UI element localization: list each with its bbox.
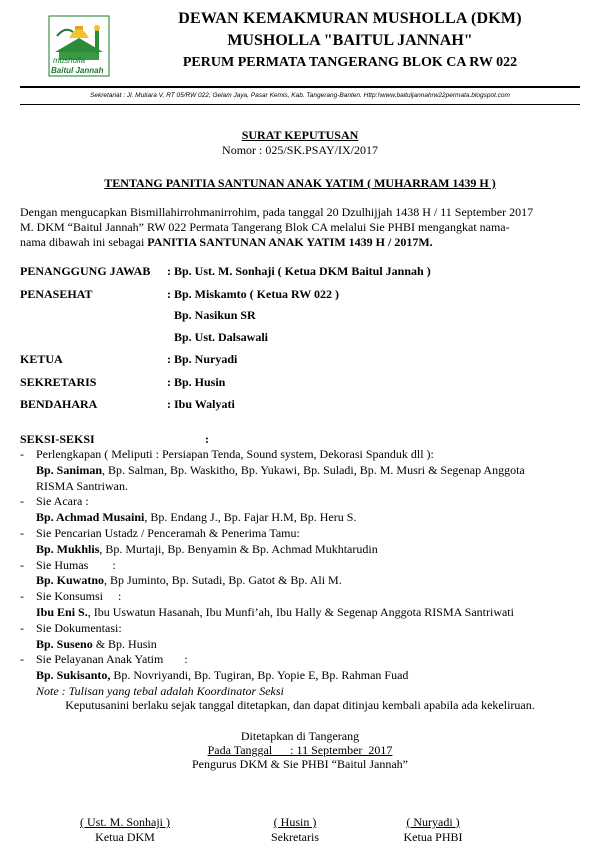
seksi-perlengkapan xyxy=(20,447,580,494)
acara-coordinator: Bp. Achmad Musaini xyxy=(36,510,145,525)
seksi-acara xyxy=(20,494,580,526)
closing-place: Ditetapkan di Tangerang xyxy=(240,729,360,743)
seksi-dokumentasi xyxy=(20,621,580,653)
perlengkapan-head: Perlengkapan ( Meliputi : Persiapan Tenda, Sound system, Dekorasi Spanduk dll ): xyxy=(36,447,434,461)
header-musholla-name: MUSHOLLA "BAITUL JANNAH" xyxy=(227,32,473,49)
signature-ketua-phbi xyxy=(363,815,503,845)
bullet-dash: - xyxy=(20,494,24,509)
value-bendahara: : Ibu Walyati xyxy=(167,397,235,411)
bullet-dash: - xyxy=(20,652,24,667)
signature-name: ( Husin ) xyxy=(273,815,317,829)
pelayanan-head: Sie Pelayanan Anak Yatim : xyxy=(36,652,188,667)
acara-members: , Bp. Endang J., Bp. Fajar H.M, Bp. Heru S. xyxy=(144,510,357,525)
pencarian-coordinator: Bp. Mukhlis xyxy=(36,541,100,556)
dokumentasi-members: & Bp. Husin xyxy=(92,636,157,651)
pelayanan-members: Bp. Novriyandi, Bp. Tugiran, Bp. Yopie E, Bp. Rahman Fuad xyxy=(110,668,409,683)
value-penanggung-jawab: : Bp. Ust. M. Sonhaji ( Ketua DKM Baitul Jannah ) xyxy=(167,264,431,278)
intro-line-3 xyxy=(20,234,580,250)
seksi-pencarian xyxy=(20,526,580,558)
value-ketua: : Bp. Nuryadi xyxy=(167,352,238,366)
signature-name: ( Ust. M. Sonhaji ) xyxy=(80,815,170,829)
humas-coordinator: Bp. Kuwatno xyxy=(36,573,105,588)
seksi-humas xyxy=(20,558,580,590)
label-sekretaris: SEKRETARIS xyxy=(20,375,97,389)
signature-ketua-dkm xyxy=(55,815,195,845)
label-penasehat: PENASEHAT xyxy=(20,287,93,301)
header-divider xyxy=(20,86,580,88)
bullet-dash: - xyxy=(20,620,24,635)
header-address: PERUM PERMATA TANGERANG BLOK CA RW 022 xyxy=(182,55,518,70)
label-bendahara: BENDAHARA xyxy=(20,397,98,411)
humas-head: Sie Humas : xyxy=(36,557,116,572)
signature-name: ( Nuryadi ) xyxy=(406,815,460,829)
intro-line-3-bold: PANITIA SANTUNAN ANAK YATIM 1439 H / 2017M. xyxy=(147,235,433,249)
humas-members: , Bp Juminto, Bp. Sutadi, Bp. Gatot & Bp. Ali M. xyxy=(104,573,342,588)
signature-role: Ketua DKM xyxy=(95,830,155,844)
signature-role: Ketua PHBI xyxy=(403,830,463,844)
value-penasehat-2: Bp. Nasikun SR xyxy=(174,308,256,322)
label-penanggung-jawab: PENANGGUNG JAWAB xyxy=(20,264,151,278)
value-penasehat-3: Bp. Ust. Dalsawali xyxy=(174,330,269,344)
doc-title: SURAT KEPUTUSAN xyxy=(241,128,359,142)
closing-issuer: Pengurus DKM & Sie PHBI “Baitul Jannah” xyxy=(192,757,408,771)
seksi-heading: SEKSI-SEKSI xyxy=(20,432,95,446)
dokumentasi-head: Sie Dokumentasi: xyxy=(36,620,122,635)
konsumsi-coordinator: Ibu Eni S. xyxy=(36,604,88,619)
value-penasehat-1: : Bp. Miskamto ( Ketua RW 022 ) xyxy=(167,287,340,301)
seksi-pelayanan xyxy=(20,652,580,699)
acara-head: Sie Acara : xyxy=(36,494,89,509)
dokumentasi-coordinator: Bp. Suseno xyxy=(36,636,93,651)
bullet-dash: - xyxy=(20,589,24,604)
intro-line-3-text: nama dibawah ini sebagai xyxy=(20,235,148,249)
logo-bottom-text: Baitul Jannah xyxy=(51,66,104,75)
seksi-colon: : xyxy=(205,432,209,446)
doc-number: Nomor : 025/SK.PSAY/IX/2017 xyxy=(222,143,378,157)
pencarian-members: , Bp. Murtaji, Bp. Benyamin & Bp. Achmad Mukhtarudin xyxy=(99,541,378,556)
header-org-name: DEWAN KEMAKMURAN MUSHOLLA (DKM) xyxy=(178,10,522,27)
closing-date: Pada Tanggal : 11 September 2017 xyxy=(207,743,393,757)
bullet-dash: - xyxy=(20,447,24,461)
header-divider-thin xyxy=(20,104,580,105)
musholla-logo xyxy=(45,12,113,80)
closing-statement: Keputusanini berlaku sejak tanggal ditetapkan, dan dapat ditinjau kembali apabila ada kekeliruan. xyxy=(65,698,535,712)
seksi-konsumsi xyxy=(20,589,580,621)
intro-line-1: Dengan mengucapkan Bismillahirrohmanirrohim, pada tanggal 20 Dzulhijjah 1438 H / 11 September 2017 xyxy=(20,205,534,219)
logo-top-text: musholla xyxy=(53,56,86,65)
pencarian-head: Sie Pencarian Ustadz / Penceramah & Penerima Tamu: xyxy=(36,525,300,540)
bullet-dash: - xyxy=(20,525,24,540)
perlengkapan-members-2: RISMA Santriwan. xyxy=(36,478,129,493)
signature-sekretaris xyxy=(225,815,365,845)
coordinator-note: Note : Tulisan yang tebal adalah Koordinator Seksi xyxy=(36,683,284,698)
perlengkapan-coordinator: Bp. Saniman xyxy=(36,462,103,477)
doc-subject: TENTANG PANITIA SANTUNAN ANAK YATIM ( MUHARRAM 1439 H ) xyxy=(104,176,496,190)
seksi-list xyxy=(20,447,580,700)
perlengkapan-members: , Bp. Salman, Bp. Waskitho, Bp. Yukawi, Bp. Suladi, Bp. M. Musri & Segenap Anggota xyxy=(102,462,525,477)
intro-line-2: M. DKM “Baitul Jannah” RW 022 Permata Tangerang Blok CA melalui Sie PHBI mengangkat nama- xyxy=(20,220,510,234)
konsumsi-head: Sie Konsumsi : xyxy=(36,589,122,604)
secretariat-line: Sekretariat : Jl. Mutiara V, RT 05/RW 022, Gelam Jaya, Pasar Kemis, Kab. Tangerang-Banten. Http:\\www.baituljannahrw22permata.blogspot.com xyxy=(90,92,510,99)
konsumsi-members: , Ibu Uswatun Hasanah, Ibu Munfi’ah, Ibu Hally & Segenap Anggota RISMA Santriwati xyxy=(87,604,514,619)
value-sekretaris: : Bp. Husin xyxy=(167,375,226,389)
pelayanan-coordinator: Bp. Sukisanto, xyxy=(36,668,111,683)
signature-role: Sekretaris xyxy=(271,830,319,844)
bullet-dash: - xyxy=(20,557,24,572)
label-ketua: KETUA xyxy=(20,352,63,366)
